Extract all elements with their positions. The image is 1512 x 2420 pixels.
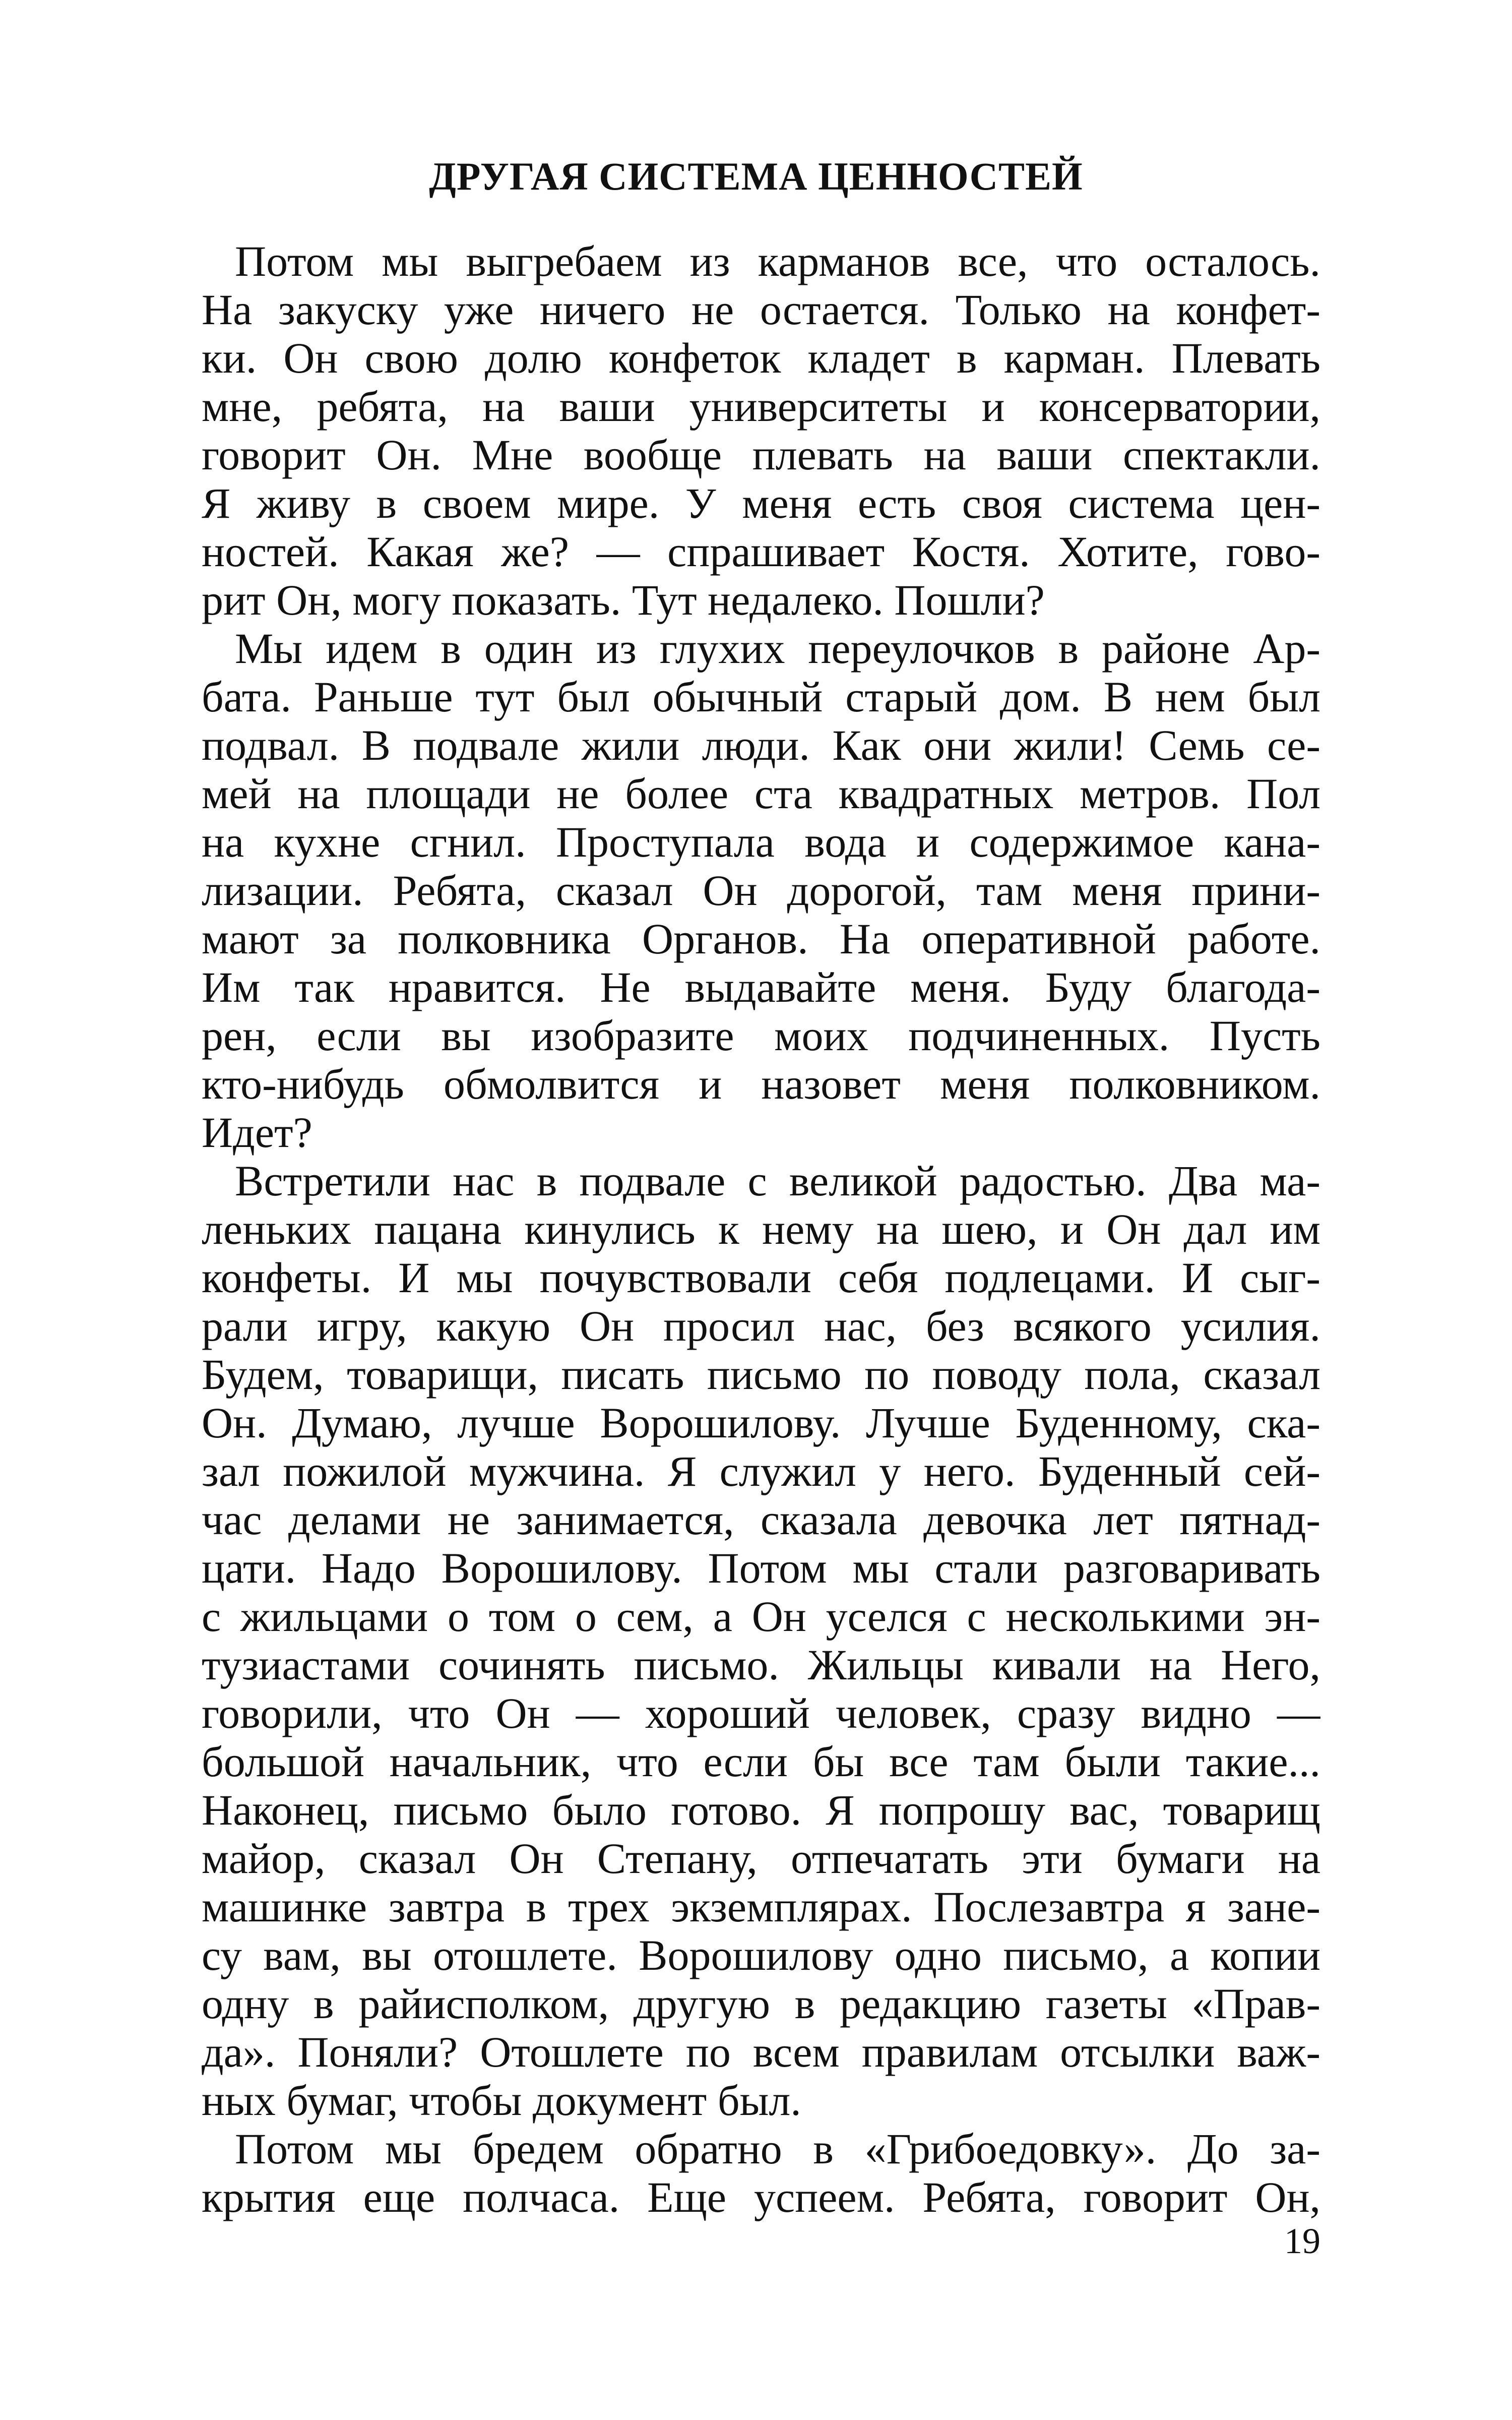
text-line: Я живу в своем мире. У меня есть своя система цен- xyxy=(202,479,1320,527)
paragraph xyxy=(202,237,1320,624)
text-line: большой начальник, что если бы все там были такие... xyxy=(202,1737,1320,1786)
text-line: майор, сказал Он Степану, отпечатать эти бумаги на xyxy=(202,1834,1320,1883)
text-line: цати. Надо Ворошилову. Потом мы стали разговаривать xyxy=(202,1544,1320,1592)
text-line: леньких пацана кинулись к нему на шею, и Он дал им xyxy=(202,1205,1320,1253)
text-line: мей на площади не более ста квадратных метров. Пол xyxy=(202,769,1320,818)
page-number: 19 xyxy=(1284,2221,1320,2261)
text-line: час делами не занимается, сказала девочка лет пятнад- xyxy=(202,1495,1320,1544)
body-text xyxy=(202,237,1320,2221)
text-line: лизации. Ребята, сказал Он дорогой, там меня прини- xyxy=(202,866,1320,915)
text-line: на кухне сгнил. Проступала вода и содержимое кана- xyxy=(202,818,1320,866)
text-line: подвал. В подвале жили люди. Как они жили! Семь се- xyxy=(202,721,1320,769)
text-line: Потом мы бредем обратно в «Грибоедовку». До за- xyxy=(235,2125,1320,2173)
text-line: с жильцами о том о сем, а Он уселся с несколькими эн- xyxy=(202,1592,1320,1641)
text-line: конфеты. И мы почувствовали себя подлецами. И сыг- xyxy=(202,1253,1320,1302)
text-line: Наконец, письмо было готово. Я попрошу вас, товарищ xyxy=(202,1786,1320,1834)
text-line: мают за полковника Органов. На оперативной работе. xyxy=(202,915,1320,963)
text-line: кто-нибудь обмолвится и назовет меня полковником. xyxy=(202,1060,1320,1108)
text-line: крытия еще полчаса. Еще успеем. Ребята, говорит Он, xyxy=(202,2173,1320,2221)
text-line: рит Он, могу показать. Тут недалеко. Пошли? xyxy=(202,576,1045,624)
text-line: Потом мы выгребаем из карманов все, что осталось. xyxy=(235,237,1320,285)
text-line: рен, если вы изобразите моих подчиненных. Пусть xyxy=(202,1011,1320,1060)
paragraph xyxy=(202,1157,1320,2125)
text-line: Идет? xyxy=(202,1108,312,1157)
text-line: ных бумаг, чтобы документ был. xyxy=(202,2076,801,2125)
text-line: Встретили нас в подвале с великой радостью. Два ма- xyxy=(235,1157,1320,1205)
text-line: бата. Раньше тут был обычный старый дом. В нем был xyxy=(202,673,1320,721)
paragraph xyxy=(202,624,1320,1157)
text-line: говорит Он. Мне вообще плевать на ваши спектакли. xyxy=(202,431,1320,479)
text-line: да». Поняли? Отошлете по всем правилам отсылки важ- xyxy=(202,2028,1320,2076)
text-line: су вам, вы отошлете. Ворошилову одно письмо, а копии xyxy=(202,1931,1320,1979)
text-line: тузиастами сочинять письмо. Жильцы кивали на Него, xyxy=(202,1641,1320,1689)
text-line: ки. Он свою долю конфеток кладет в карман. Плевать xyxy=(202,334,1320,382)
text-line: рали игру, какую Он просил нас, без всякого усилия. xyxy=(202,1302,1320,1350)
text-line: Мы идем в один из глухих переулочков в районе Ар- xyxy=(235,624,1320,673)
paragraph xyxy=(202,2125,1320,2221)
text-line: машинке завтра в трех экземплярах. Послезавтра я зане- xyxy=(202,1883,1320,1931)
text-line: мне, ребята, на ваши университеты и консерватории, xyxy=(202,382,1320,431)
text-line: говорили, что Он — хороший человек, сразу видно — xyxy=(202,1689,1320,1737)
text-line: Он. Думаю, лучше Ворошилову. Лучше Буденному, ска- xyxy=(202,1399,1320,1447)
text-line: ностей. Какая же? — спрашивает Костя. Хотите, гово- xyxy=(202,527,1320,576)
text-line: одну в райисполком, другую в редакцию газеты «Прав- xyxy=(202,1979,1320,2028)
chapter-title: ДРУГАЯ СИСТЕМА ЦЕННОСТЕЙ xyxy=(429,154,1083,198)
text-line: зал пожилой мужчина. Я служил у него. Буденный сей- xyxy=(202,1447,1320,1495)
text-line: На закуску уже ничего не остается. Только на конфет- xyxy=(202,285,1320,334)
text-line: Будем, товарищи, писать письмо по поводу пола, сказал xyxy=(202,1350,1320,1399)
text-line: Им так нравится. Не выдавайте меня. Буду благода- xyxy=(202,963,1320,1011)
